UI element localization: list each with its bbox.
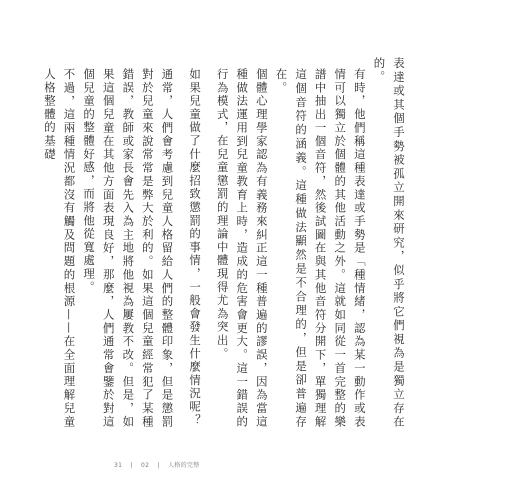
paragraph-4: 如果兒童做了什麼招致懲罰的事情，一般會發生什麼情況呢？	[188, 68, 203, 428]
body-text	[39, 57, 408, 429]
paragraph-1: 表達或其個手勢被孤立開來研究，似乎將它們視為是獨立存在的。	[372, 57, 406, 429]
page-number: 31	[114, 462, 123, 469]
footer-separator: |	[130, 462, 133, 469]
paragraph-6: 不過，這兩種情況都沒有觸及問題的根源——在全面理解兒童人格整體的基礎	[42, 68, 77, 429]
chapter-number: 02	[141, 462, 150, 469]
footer-separator-2: |	[157, 462, 160, 469]
paragraph-2: 有時，他們稱這種表達或手勢是「種情緒，認為某一動作或表情可以獨立於個體的其他活動之外。這就如同從一首完整的樂譜中抽出一個音符，然後試圖在與其他音符分開下，單獨理解這個音符的涵義。這種做法顯然是不合理的，但是卻普遍存在。	[274, 68, 367, 429]
paragraph-5: 通常，人們會考慮到兒童人格留給人們的整體印象，但是懲罰對於兒童來說常常是弊大於利的。如果這個兒童經常犯了某種錯誤，教師或家長會先入為主地將他視為屢教不改。但是，如果這個兒童在其他方面表現良好，那麼，人們通常會鑒於對這個兒童的整體好感，而將他從寬處理。	[82, 68, 175, 429]
page-footer	[114, 460, 200, 469]
chapter-title: 人格的完整	[168, 462, 200, 469]
paragraph-3: 個體心理學家認為有義務來糾正這一種普遍的謬誤，因為當這種做法運用到兒童教育上時，造成的危害會更大。這一錯誤的行為模式，在兒童懲罰的理論中體現得尤為突出。	[215, 68, 269, 429]
